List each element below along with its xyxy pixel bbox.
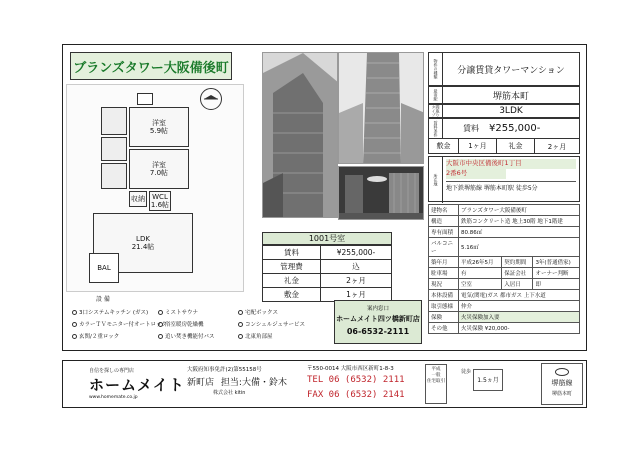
- brand-line: 自信を探しの専門店: [89, 368, 135, 374]
- address-line-1: 大阪市中央区備後町1丁目: [446, 159, 576, 169]
- room-label: 洋室: [152, 160, 166, 169]
- stamp-text: 平成: [431, 367, 441, 372]
- equipment-label: 追い焚き機能付バス: [165, 334, 215, 340]
- spec-area: [428, 86, 580, 104]
- room-bedroom-2: [129, 149, 189, 189]
- table-row: [263, 246, 392, 260]
- spec-side-label: 最寄駅: [429, 87, 443, 103]
- license: 大阪府知事免許(2)第55158号: [187, 367, 262, 373]
- detail-value: ブランズタワー大阪備後町: [459, 205, 580, 216]
- detail-value: 即: [533, 279, 580, 290]
- closet-label: WCL: [152, 192, 168, 201]
- room-number: 1001号室: [262, 232, 392, 245]
- equipment-heading: 設 備: [96, 296, 110, 303]
- room-row-value: ¥255,000-: [321, 246, 392, 260]
- station-badge-sub: 堺筋本町: [551, 391, 572, 397]
- bath: [101, 107, 127, 135]
- storage-label: 収納: [131, 194, 145, 203]
- equipment-item: [238, 320, 305, 328]
- walk-value: 1.5ヵ月: [473, 369, 503, 391]
- walk-in-closet: [149, 191, 171, 211]
- equipment-item: [238, 332, 273, 340]
- north-arrow-icon: [200, 88, 222, 110]
- postal-address: 〒550-0014 大阪市西区新町1-8-3: [307, 366, 394, 372]
- equipment-label: 玄関/２重ロック: [79, 334, 120, 340]
- detail-value: 有: [459, 268, 502, 279]
- branch-info: [187, 375, 287, 388]
- detail-value: 5.16㎡: [459, 238, 580, 257]
- storage-area: [129, 191, 147, 207]
- spec-type: [428, 52, 580, 86]
- equipment-label: 3口システムキッチン (ガス): [79, 310, 149, 316]
- spec-side-label: 賃料条件: [429, 119, 443, 138]
- detail-value: 火災保険加入要: [459, 312, 580, 323]
- deposit-label: 敷金: [429, 139, 459, 154]
- station-icon: [555, 368, 569, 376]
- tagline: 分譲賃貸タワーマンション: [457, 65, 565, 76]
- key-money-label: 礼金: [497, 139, 535, 154]
- spec-side-label: 物件の種類: [429, 53, 443, 85]
- table-row: [429, 268, 580, 279]
- equipment-label: 浴室暖房乾燥機: [165, 322, 204, 328]
- room-size: 7.0帖: [149, 169, 169, 177]
- exterior-photo-2: [338, 52, 424, 164]
- brand-logo: ホームメイト: [89, 376, 185, 394]
- staff-label: 担当:: [220, 378, 242, 388]
- closet-size: 1.6帖: [150, 201, 170, 209]
- key-money-value: 2ヶ月: [547, 142, 567, 151]
- circle-icon: [158, 310, 163, 315]
- equipment-item: [72, 320, 167, 328]
- balcony: [89, 253, 119, 283]
- table-row: [429, 238, 580, 257]
- floor-plan: [66, 84, 244, 292]
- detail-value: 80.86㎡: [459, 227, 580, 238]
- detail-value: オーナー判断: [533, 268, 580, 279]
- info-stamp: [425, 364, 447, 404]
- station-badge: [541, 363, 583, 405]
- room-bedroom-1: [129, 107, 189, 147]
- detail-value: 電気(関電)ガス 都市ガス 上下水道: [459, 290, 580, 301]
- detail-label: 構造: [429, 216, 459, 227]
- room-row-label: 賃料: [263, 246, 321, 260]
- table-row: [429, 323, 580, 334]
- circle-icon: [158, 334, 163, 339]
- circle-icon: [238, 310, 243, 315]
- address-line-2: 2番6号: [446, 169, 506, 179]
- station-badge-title: 堺筋線: [551, 379, 573, 387]
- contact-label: 案内窓口: [366, 306, 389, 312]
- room-size: 5.9帖: [149, 127, 169, 135]
- table-row: [429, 257, 580, 268]
- table-row: [429, 205, 580, 216]
- detail-value: 平成26年5月: [459, 257, 502, 268]
- toilet: [101, 163, 127, 189]
- equipment-label: カラーＴＶモニター付オートロック: [79, 322, 167, 328]
- room-row-label: 管理費: [263, 260, 321, 274]
- circle-icon: [72, 322, 77, 327]
- balcony-label: BAL: [97, 263, 111, 272]
- detail-value: 空室: [459, 279, 502, 290]
- exterior-photo-1: [262, 52, 338, 218]
- room-size: 21.4帖: [131, 243, 155, 251]
- equipment-item: [238, 308, 278, 316]
- room-row-label: 敷金: [263, 288, 321, 302]
- lobby-photo: [338, 166, 424, 220]
- table-row: [429, 301, 580, 312]
- area-name: 堺筋本町: [492, 91, 529, 102]
- room-table: [262, 232, 392, 302]
- equipment-item: [158, 320, 204, 328]
- phone-number: TEL 06 (6532) 2111: [307, 375, 405, 385]
- walk-label: 徒歩: [461, 369, 472, 375]
- rent-label: 賃料: [463, 124, 479, 133]
- table-row: [263, 260, 392, 274]
- building-title-box: [70, 52, 232, 80]
- spec-side-label: 間取りタイプ: [429, 105, 443, 117]
- equipment-label: コンシェルジュサービス: [245, 322, 306, 328]
- room-price-table: [262, 245, 392, 302]
- detail-label: 本体設備: [429, 290, 459, 301]
- spec-price: [428, 118, 580, 154]
- circle-icon: [72, 310, 77, 315]
- station-info: 地下鉄堺筋線 堺筋本町駅 徒歩5分: [446, 181, 576, 193]
- contact-company: ホームメイト四ツ橋新町店: [336, 315, 420, 323]
- detail-table: [428, 204, 580, 334]
- detail-label: その他: [429, 323, 459, 334]
- room-row-value: 2ヶ月: [321, 274, 392, 288]
- equipment-section: [66, 296, 330, 348]
- room-row-value: 1ヶ月: [321, 288, 392, 302]
- detail-label: バルコニー: [429, 238, 459, 257]
- rent-value: ¥255,000-: [489, 123, 541, 134]
- equipment-label: ミストサウナ: [165, 310, 199, 316]
- circle-icon: [158, 322, 163, 327]
- deposit-value: 1ヶ月: [459, 139, 497, 154]
- detail-label: 築年月: [429, 257, 459, 268]
- detail-label: 保険: [429, 312, 459, 323]
- room-row-label: 礼金: [263, 274, 321, 288]
- detail-label: 入居日: [502, 279, 533, 290]
- detail-label: 専有面積: [429, 227, 459, 238]
- detail-value: 仲介: [459, 301, 580, 312]
- table-row: [429, 279, 580, 290]
- circle-icon: [238, 322, 243, 327]
- contact-phone: 06-6532-2111: [346, 327, 410, 336]
- spec-side-label: 所在地: [429, 157, 443, 203]
- detail-label: 取引態様: [429, 301, 459, 312]
- spec-layout: [428, 104, 580, 118]
- circle-icon: [72, 334, 77, 339]
- company-name: 株式会社 kitin: [213, 390, 246, 396]
- branch-name: 新町店: [187, 378, 215, 388]
- equipment-label: 宅配ボックス: [245, 310, 278, 316]
- table-row: [263, 274, 392, 288]
- spec-address: [428, 156, 580, 202]
- equipment-item: [72, 332, 119, 340]
- table-row: [429, 290, 580, 301]
- layout-type: 3LDK: [499, 106, 523, 116]
- detail-value: 3年(普通借家): [533, 257, 580, 268]
- detail-label: 契約期間: [502, 257, 533, 268]
- equipment-item: [158, 332, 215, 340]
- table-row: [429, 227, 580, 238]
- detail-label: 現況: [429, 279, 459, 290]
- building-title: ブランズタワー大阪備後町: [73, 60, 229, 76]
- table-row: [429, 216, 580, 227]
- equipment-item: [158, 308, 198, 316]
- fax-number: FAX 06 (6532) 2141: [307, 390, 405, 400]
- stamp-text: 住宅取引: [427, 378, 445, 384]
- detail-label: 建物名: [429, 205, 459, 216]
- footer: [62, 360, 587, 408]
- equipment-item: [72, 308, 148, 316]
- table-row: [429, 312, 580, 323]
- entrance: [137, 93, 153, 105]
- washroom: [101, 137, 127, 161]
- website: www.homemate.co.jp: [89, 395, 138, 400]
- staff-names: 大備・鈴木: [241, 378, 287, 388]
- room-label: 洋室: [152, 118, 166, 127]
- room-label: LDK: [136, 234, 150, 243]
- detail-value: 火災保険 ¥20,000-: [459, 323, 580, 334]
- detail-label: 保証会社: [502, 268, 533, 279]
- equipment-label: 北東角部屋: [245, 334, 273, 340]
- room-row-value: 込: [321, 260, 392, 274]
- detail-value: 鉄筋コンクリート造 地上30階 地下1階建: [459, 216, 580, 227]
- circle-icon: [238, 334, 243, 339]
- detail-label: 駐車場: [429, 268, 459, 279]
- stamp-text: 一般: [431, 372, 441, 378]
- contact-box: [334, 300, 422, 344]
